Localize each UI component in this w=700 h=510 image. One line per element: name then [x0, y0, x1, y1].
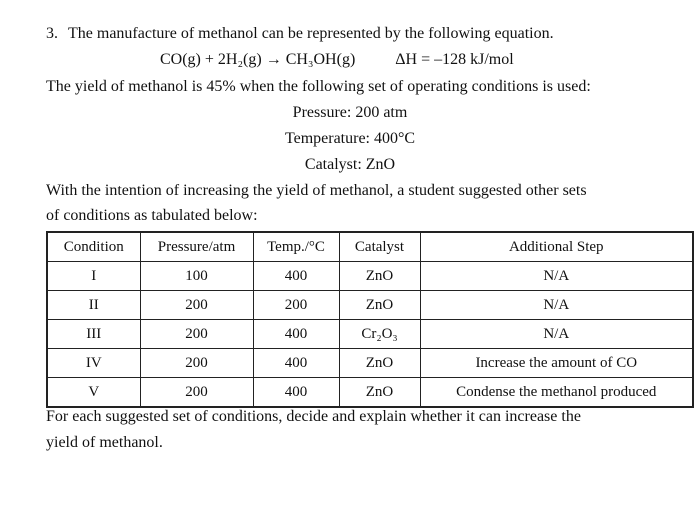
header-condition: Condition	[47, 232, 140, 262]
cell-additional-step: N/A	[420, 320, 693, 349]
cell-catalyst: ZnO	[339, 349, 420, 378]
equation-line	[160, 50, 514, 70]
cell-condition: III	[47, 320, 140, 349]
header-temp: Temp./°C	[253, 232, 339, 262]
condition-temperature: Temperature: 400°C	[284, 130, 416, 147]
table-row	[47, 378, 693, 408]
cell-temp: 400	[253, 320, 339, 349]
cell-pressure: 200	[140, 320, 253, 349]
cell-additional-step: N/A	[420, 291, 693, 320]
table-row	[47, 291, 693, 320]
cell-temp: 400	[253, 262, 339, 291]
condition-pressure: Pressure: 200 atm	[292, 104, 408, 121]
cell-catalyst: Cr₂O₃	[339, 320, 420, 349]
cell-condition: I	[47, 262, 140, 291]
cell-condition: IV	[47, 349, 140, 378]
conditions-table	[46, 231, 694, 408]
header-additional-step: Additional Step	[420, 232, 693, 262]
closing-line-1: For each suggested set of conditions, decide and explain whether it can increase the	[46, 408, 581, 425]
cell-catalyst: ZnO	[339, 378, 420, 408]
yield-statement: The yield of methanol is 45% when the following set of operating conditions is used:	[46, 78, 591, 95]
suggestion-line-2: of conditions as tabulated below:	[46, 207, 258, 224]
question-number: 3.	[46, 25, 58, 42]
cell-pressure: 200	[140, 378, 253, 408]
cell-temp: 400	[253, 349, 339, 378]
cell-condition: II	[47, 291, 140, 320]
table-row	[47, 320, 693, 349]
header-pressure: Pressure/atm	[140, 232, 253, 262]
cell-temp: 200	[253, 291, 339, 320]
cell-pressure: 200	[140, 349, 253, 378]
question-intro	[46, 24, 554, 44]
chemical-equation: CO(g) + 2H₂(g) → CH₃OH(g)	[160, 51, 356, 68]
header-catalyst: Catalyst	[339, 232, 420, 262]
condition-catalyst: Catalyst: ZnO	[304, 156, 396, 173]
intro-text: The manufacture of methanol can be represented by the following equation.	[68, 25, 554, 42]
cell-additional-step: N/A	[420, 262, 693, 291]
cell-condition: V	[47, 378, 140, 408]
table-row	[47, 349, 693, 378]
cell-catalyst: ZnO	[339, 291, 420, 320]
cell-pressure: 100	[140, 262, 253, 291]
enthalpy-change: ΔH = –128 kJ/mol	[395, 51, 514, 68]
cell-additional-step: Condense the methanol produced	[420, 378, 693, 408]
cell-pressure: 200	[140, 291, 253, 320]
suggestion-line-1: With the intention of increasing the yield of methanol, a student suggested other sets	[46, 182, 587, 199]
cell-catalyst: ZnO	[339, 262, 420, 291]
table-header-row	[47, 232, 693, 262]
cell-temp: 400	[253, 378, 339, 408]
table-row	[47, 262, 693, 291]
closing-line-2: yield of methanol.	[46, 434, 163, 451]
cell-additional-step: Increase the amount of CO	[420, 349, 693, 378]
